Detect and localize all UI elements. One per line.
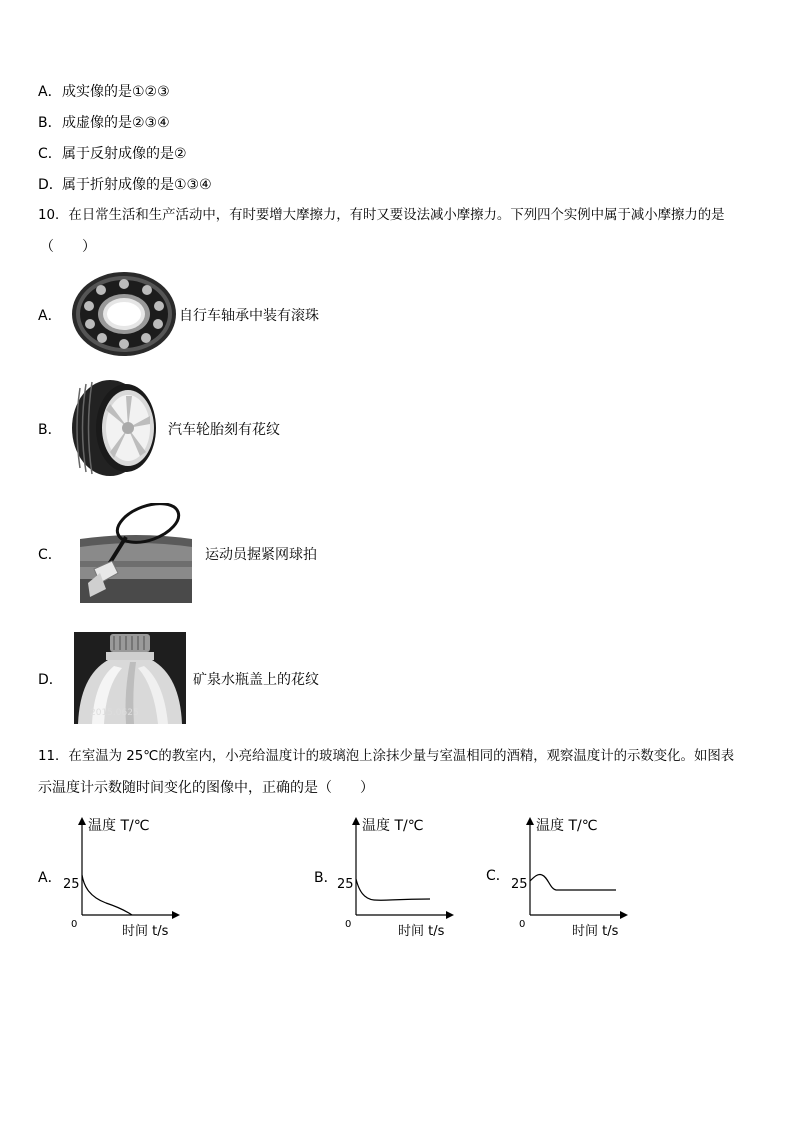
- tennis-racket-image: [80, 503, 192, 603]
- y-axis-arrow-icon: [352, 817, 360, 825]
- y-axis-label: 温度 T/℃: [362, 818, 424, 834]
- temperature-curve: [82, 875, 132, 915]
- temperature-curve: [530, 874, 616, 890]
- y-axis-arrow-icon: [526, 817, 534, 825]
- q11-stem-line2: 示温度计示数随时间变化的图像中，正确的是（ ）: [38, 780, 374, 796]
- q9-option-d-letter: D．: [38, 177, 63, 193]
- y-axis-label: 温度 T/℃: [536, 818, 598, 834]
- y-axis-arrow-icon: [78, 817, 86, 825]
- q11-graph-b: [334, 815, 464, 940]
- q10-option-a-letter: A．: [38, 308, 62, 324]
- q11-graph-b-letter: B．: [314, 870, 338, 886]
- q10-option-d-letter: D．: [38, 672, 63, 688]
- q9-option-a-text: 成实像的是①②③: [62, 84, 170, 100]
- water-bottle-image: [74, 632, 186, 724]
- q11-graph-a-letter: A．: [38, 870, 62, 886]
- q10-option-d-caption: 矿泉水瓶盖上的花纹: [193, 672, 319, 688]
- q10-option-c-caption: 运动员握紧网球拍: [205, 547, 317, 563]
- x-axis-label: 时间 t/s: [572, 924, 619, 939]
- car-tire-image: [70, 378, 162, 478]
- origin-label: 0: [71, 919, 78, 930]
- q11-graph-a: [60, 815, 190, 940]
- q10-option-b-letter: B．: [38, 422, 62, 438]
- x-axis-label: 时间 t/s: [122, 924, 169, 939]
- q9-option-a-letter: A．: [38, 84, 62, 100]
- y-tick-25: 25: [63, 877, 80, 892]
- y-tick-25: 25: [511, 877, 528, 892]
- q9-option-d-text: 属于折射成像的是①③④: [62, 177, 212, 193]
- q10-stem-line2: （ ）: [40, 239, 96, 255]
- x-axis-label: 时间 t/s: [398, 924, 445, 939]
- q9-option-b-letter: B．: [38, 115, 62, 131]
- origin-label: 0: [345, 919, 352, 930]
- q9-option-b-text: 成虚像的是②③④: [62, 115, 170, 131]
- x-axis-arrow-icon: [620, 911, 628, 919]
- q10-option-c-letter: C．: [38, 547, 62, 563]
- x-axis-arrow-icon: [446, 911, 454, 919]
- q10-stem-line1: 10．在日常生活和生产活动中，有时要增大摩擦力，有时又要设法减小摩擦力。下列四个实例中属于减小摩擦力的是: [38, 208, 725, 223]
- q9-option-c-text: 属于反射成像的是②: [62, 146, 187, 162]
- q11-stem-line1: 11．在室温为 25℃的教室内，小亮给温度计的玻璃泡上涂抹少量与室温相同的酒精，观察温度计的示数变化。如图表: [38, 749, 735, 764]
- photo-date-stamp: 2015.0625: [90, 708, 139, 718]
- x-axis-arrow-icon: [172, 911, 180, 919]
- y-tick-25: 25: [337, 877, 354, 892]
- q10-option-a-caption: 自行车轴承中装有滚珠: [179, 308, 319, 324]
- y-axis-label: 温度 T/℃: [88, 818, 150, 834]
- ball-bearing-image: [70, 270, 178, 358]
- origin-label: 0: [519, 919, 526, 930]
- temperature-curve: [356, 879, 430, 900]
- q11-graph-c: [508, 815, 638, 940]
- q9-option-c-letter: C．: [38, 146, 62, 162]
- q11-graph-c-letter: C．: [486, 868, 510, 884]
- q10-option-b-caption: 汽车轮胎刻有花纹: [168, 422, 280, 438]
